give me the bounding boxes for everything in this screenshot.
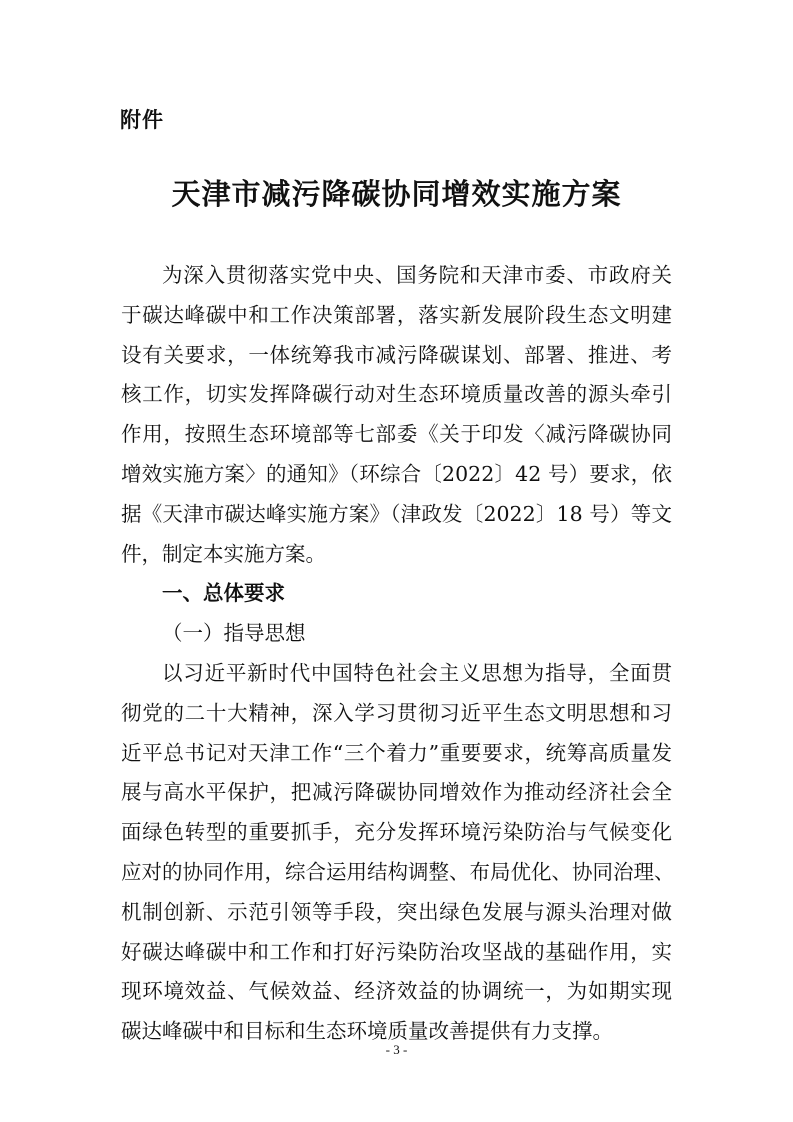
section-heading: 一、总体要求 <box>162 581 285 606</box>
guiding-line: 应对的协同作用，综合运用结构调整、布局优化、协同治理、 <box>121 859 675 884</box>
intro-line: 设有关要求，一体统筹我市减污降碳谋划、部署、推进、考 <box>121 342 672 367</box>
guiding-line: 机制创新、示范引领等手段，突出绿色发展与源头治理对做 <box>121 899 672 924</box>
intro-line: 增效实施方案〉的通知》（环综合〔2022〕42 号）要求，依 <box>121 461 672 486</box>
document-body <box>121 256 675 1052</box>
guiding-line: 碳达峰碳中和目标和生态环境质量改善提供有力支撑。 <box>121 1019 613 1044</box>
guiding-line: 好碳达峰碳中和工作和打好污染防治攻坚战的基础作用，实 <box>121 939 672 964</box>
page-number: - 3 - <box>385 1042 408 1057</box>
intro-line: 为深入贯彻落实党中央、国务院和天津市委、市政府关 <box>162 263 672 287</box>
guiding-line: 展与高水平保护，把减污降碳协同增效作为推动经济社会全 <box>121 780 672 805</box>
subsection-heading: （一）指导思想 <box>162 621 306 646</box>
guiding-line: 面绿色转型的重要抓手，充分发挥环境污染防治与气候变化 <box>121 820 672 845</box>
guiding-line: 现环境效益、气候效益、经济效益的协调统一，为如期实现 <box>121 979 672 1004</box>
guiding-paragraph <box>121 654 675 1052</box>
guiding-line: 以习近平新时代中国特色社会主义思想为指导，全面贯 <box>162 660 672 685</box>
attachment-label: 附件 <box>120 108 164 132</box>
intro-line: 于碳达峰碳中和工作决策部署，落实新发展阶段生态文明建 <box>121 302 672 327</box>
intro-line: 据《天津市碳达峰实施方案》（津政发〔2022〕18 号）等文 <box>121 501 672 526</box>
document-title: 天津市减污降碳协同增效实施方案 <box>171 177 622 211</box>
intro-line: 作用，按照生态环境部等七部委《关于印发〈减污降碳协同 <box>121 422 672 447</box>
guiding-line: 近平总书记对天津工作“三个着力”重要要求，统筹高质量发 <box>121 740 672 765</box>
guiding-line: 彻党的二十大精神，深入学习贯彻习近平生态文明思想和习 <box>121 700 672 725</box>
intro-line: 核工作，切实发挥降碳行动对生态环境质量改善的源头牵引 <box>121 382 672 407</box>
intro-paragraph <box>121 256 672 574</box>
intro-line: 件，制定本实施方案。 <box>121 541 326 566</box>
